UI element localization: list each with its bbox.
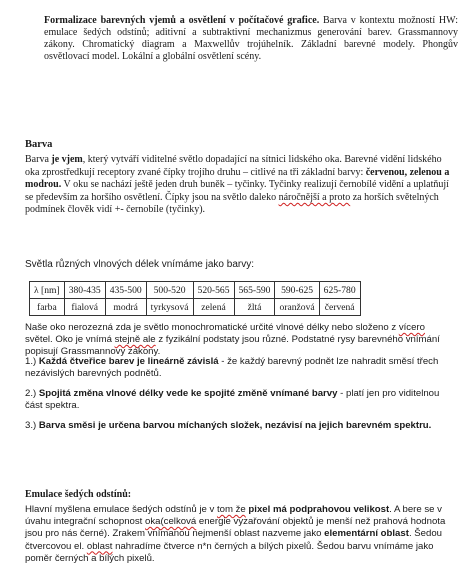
emulace-text: . Šedou čtvercovou el. xyxy=(25,528,443,552)
table-cell: farba xyxy=(30,299,65,316)
law-text: - platí jen pro viditelnou část spektra. xyxy=(25,388,440,411)
spellcheck-underline-text: oka(celková xyxy=(145,516,197,528)
table-cell: fialová xyxy=(64,299,105,316)
table-cell: 500-520 xyxy=(146,282,193,299)
list-number: 3.) xyxy=(25,420,39,431)
list-number: 2.) xyxy=(25,388,39,399)
table-row xyxy=(30,282,361,299)
spellcheck-underline-text: stejně ale xyxy=(114,334,156,345)
emulace-bold-text: pixel má podprahovou velikost xyxy=(245,504,390,515)
barva-text: Barva xyxy=(25,154,52,165)
emulace-paragraph xyxy=(25,504,455,565)
section-heading-barva: Barva xyxy=(25,139,53,150)
spellcheck-underline-text: oblast xyxy=(86,540,113,552)
grassmann-laws-list xyxy=(25,356,455,432)
spellcheck-underline-text: tom že xyxy=(216,504,246,515)
table-cell: žltá xyxy=(234,299,275,316)
barva-text: za horších světelných podmínek člověk vidí +- černobíle (tyčinky). xyxy=(25,191,439,216)
emulace-bold-text: elementární oblast xyxy=(324,528,409,540)
perception-paragraph xyxy=(25,322,455,358)
barva-text: , který vytváří viditelné světlo dopadající na sítnici lidského oka. Barevné vidění lidského oka zprostředkují receptory zvané čípky trojího druhu – citlivé na tři základní barvy: xyxy=(25,154,442,178)
table-cell: 590-625 xyxy=(275,282,319,299)
table-cell: červená xyxy=(319,299,360,316)
table-row xyxy=(30,299,361,316)
barva-text: V oku se nachází ještě jeden druh buněk – tyčinky. Tyčinky realizují černobílé vidění a uplatňují se především za horšího osvětlení. Čípky jsou na světlo daleko xyxy=(25,179,449,203)
law-bold-text: Každá čtveřice barev je lineárně závislá xyxy=(38,356,219,367)
table-cell: 565-590 xyxy=(234,282,275,299)
emulace-text: nahradíme čtverce n*n černých a bílých pixelů. Šedou barvu vnímáme jako poměr černých a bílých pixelů. xyxy=(25,540,434,564)
table-cell: 380-435 xyxy=(64,282,105,299)
table-cell: λ [nm] xyxy=(30,282,65,299)
barva-bold-vjem: je vjem xyxy=(51,154,83,165)
list-item xyxy=(25,356,455,380)
law-text: - že každý barevný podnět lze nahradit směsí třech nezávislých barevných podnětů. xyxy=(25,356,439,379)
spellcheck-underline-text: náročnější a proto xyxy=(278,191,351,203)
table-cell: oranžová xyxy=(275,299,319,316)
wavelength-caption: Světla různých vlnových délek vnímáme jako barvy: xyxy=(25,259,254,270)
table-cell: 520-565 xyxy=(193,282,234,299)
barva-bold-colors: červenou, zelenou a modrou. xyxy=(25,166,450,191)
document-title: Formalizace barevných vjemů a osvětlení v počítačové grafice. xyxy=(44,15,320,26)
wavelength-table xyxy=(29,281,361,316)
section-heading-emulace: Emulace šedých odstínů: xyxy=(25,489,132,500)
emulace-text: . A bere se v úvahu integrační schopnost xyxy=(25,504,442,528)
table-cell: zelená xyxy=(193,299,234,316)
emulace-text: Hlavní myšlena emulace šedých odstínů je v xyxy=(25,504,217,515)
perception-text: z fyzikální podstaty jsou různé. Podstatné rysy barevného vnímání popisují Grassmannovy zákony. xyxy=(25,334,440,357)
table-cell: tyrkysová xyxy=(146,299,193,316)
perception-text: Naše oko nerozezná zda je světlo monochromatické určité vlnové délky nebo složeno z xyxy=(25,322,399,333)
list-item xyxy=(25,420,455,432)
spellcheck-underline-text: vícero xyxy=(398,322,425,333)
intro-paragraph xyxy=(44,15,458,63)
intro-text: Barva v kontextu možností HW: emulace šedých odstínů; aditivní a subtraktivní mechanizmus generování barev. Grassmannovy zákony. Chromatický diagram a Maxwellův trojúhelník. Základní barevné modely. Phongův osvětlovací model. Lokální a globální osvětlení scény. xyxy=(44,15,459,62)
law-bold-text: Spojitá změna vlnové délky vede ke spojité změně vnímané barvy xyxy=(38,388,338,399)
list-item xyxy=(25,388,455,412)
emulace-text: energie vyzařování objektů je menší než prahová hodnota jsou pro nás černé). Zrakem vnímanou nejmenší oblast nazveme jako xyxy=(25,516,446,540)
law-bold-text: Barva směsi je určena barvou míchaných složek, nezávisí na jejich barevném spektru. xyxy=(38,420,432,431)
table-cell: modrá xyxy=(105,299,146,316)
table-cell: 435-500 xyxy=(105,282,146,299)
barva-paragraph xyxy=(25,154,453,217)
perception-text: světel. Oko je vnímá xyxy=(25,334,115,345)
list-number: 1.) xyxy=(25,356,39,367)
table-cell: 625-780 xyxy=(319,282,360,299)
